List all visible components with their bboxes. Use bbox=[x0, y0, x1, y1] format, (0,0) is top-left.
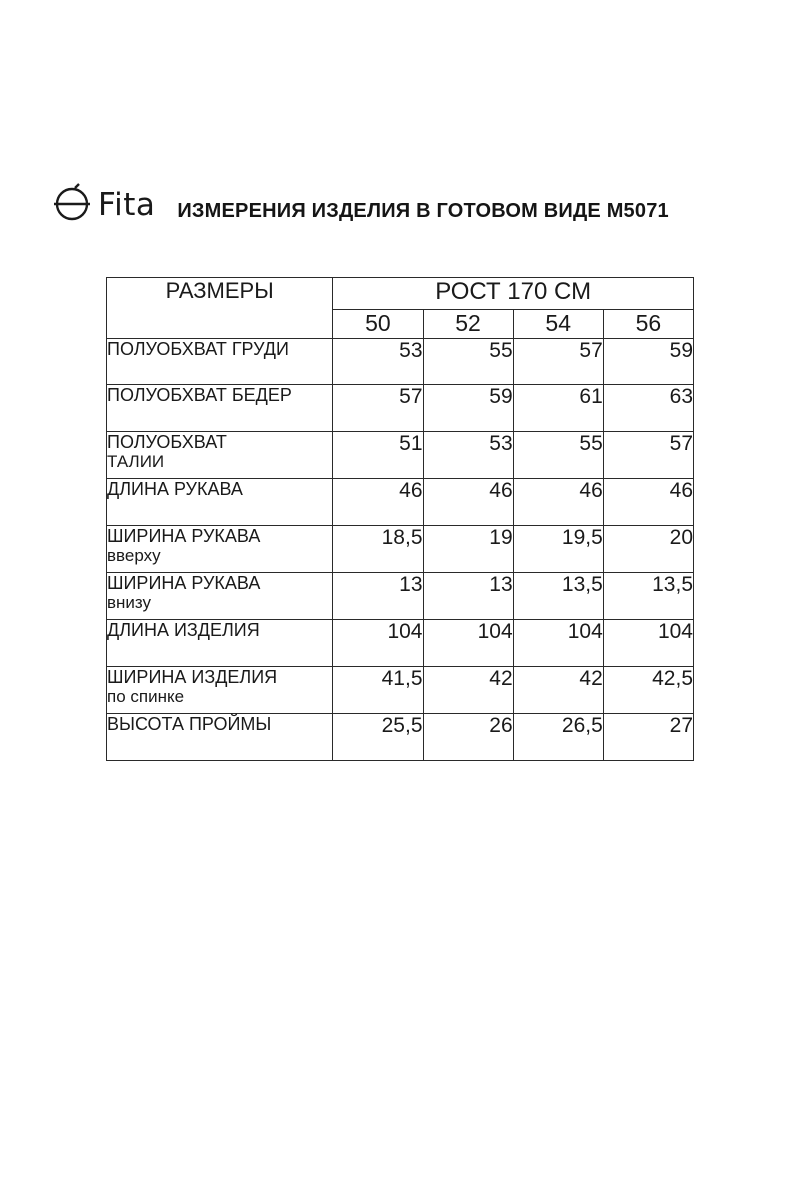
page-title: ИЗМЕРЕНИЯ ИЗДЕЛИЯ В ГОТОВОМ ВИДЕ М5071 bbox=[177, 199, 669, 222]
measurement-value: 104 bbox=[423, 620, 513, 667]
measurement-value: 41,5 bbox=[333, 667, 423, 714]
measurement-value: 13 bbox=[423, 573, 513, 620]
measurement-value: 13,5 bbox=[603, 573, 693, 620]
measurement-value: 19,5 bbox=[513, 526, 603, 573]
measurement-name: ШИРИНА РУКАВА bbox=[107, 526, 261, 546]
measurement-value: 18,5 bbox=[333, 526, 423, 573]
measurement-value: 46 bbox=[513, 479, 603, 526]
measurement-label bbox=[107, 667, 333, 714]
measurement-value: 13 bbox=[333, 573, 423, 620]
measurement-sublabel: вверху bbox=[107, 546, 161, 565]
theta-circle-logo-icon bbox=[52, 182, 92, 229]
measurement-value: 63 bbox=[603, 385, 693, 432]
measurement-value: 104 bbox=[513, 620, 603, 667]
measurement-label bbox=[107, 432, 333, 479]
table-row bbox=[107, 620, 694, 667]
size-header-0: 50 bbox=[333, 309, 423, 338]
measurement-value: 51 bbox=[333, 432, 423, 479]
measurement-value: 104 bbox=[333, 620, 423, 667]
measurement-name: ШИРИНА РУКАВА bbox=[107, 573, 261, 593]
brand-logo bbox=[52, 182, 155, 229]
measurement-value: 42 bbox=[513, 667, 603, 714]
measurement-value: 55 bbox=[513, 432, 603, 479]
table-header-row bbox=[107, 278, 694, 310]
brand-name: Fita bbox=[98, 187, 156, 223]
measurement-value: 57 bbox=[513, 339, 603, 385]
measurement-value: 59 bbox=[603, 339, 693, 385]
measurement-label bbox=[107, 385, 333, 432]
measurement-value: 20 bbox=[603, 526, 693, 573]
measurement-value: 46 bbox=[423, 479, 513, 526]
measurement-value: 53 bbox=[333, 339, 423, 385]
table-row bbox=[107, 385, 694, 432]
header bbox=[52, 180, 669, 230]
measurement-name: ДЛИНА ИЗДЕЛИЯ bbox=[107, 620, 260, 640]
size-header-3: 56 bbox=[603, 309, 693, 338]
measurement-value: 46 bbox=[603, 479, 693, 526]
measurement-value: 42,5 bbox=[603, 667, 693, 714]
measurement-value: 57 bbox=[333, 385, 423, 432]
measurement-label bbox=[107, 573, 333, 620]
table-row bbox=[107, 667, 694, 714]
table-row bbox=[107, 714, 694, 761]
table-row bbox=[107, 526, 694, 573]
measurement-value: 27 bbox=[603, 714, 693, 761]
measurement-value: 55 bbox=[423, 339, 513, 385]
table-row bbox=[107, 479, 694, 526]
measurement-name: ДЛИНА РУКАВА bbox=[107, 479, 243, 499]
measurement-name: ВЫСОТА ПРОЙМЫ bbox=[107, 714, 272, 734]
measurement-value: 53 bbox=[423, 432, 513, 479]
measurement-value: 25,5 bbox=[333, 714, 423, 761]
height-header: РОСТ 170 СМ bbox=[333, 278, 694, 310]
size-table bbox=[106, 277, 694, 761]
measurement-value: 104 bbox=[603, 620, 693, 667]
measurement-name: ПОЛУОБХВАТ БЕДЕР bbox=[107, 385, 292, 405]
size-header-1: 52 bbox=[423, 309, 513, 338]
measurement-value: 61 bbox=[513, 385, 603, 432]
sizes-header: РАЗМЕРЫ bbox=[107, 278, 333, 339]
measurement-label bbox=[107, 339, 333, 385]
measurement-label bbox=[107, 479, 333, 526]
measurement-name: ПОЛУОБХВАТ ГРУДИ bbox=[107, 339, 289, 359]
table-row bbox=[107, 432, 694, 479]
measurement-value: 26 bbox=[423, 714, 513, 761]
size-header-2: 54 bbox=[513, 309, 603, 338]
table-row bbox=[107, 573, 694, 620]
measurement-value: 42 bbox=[423, 667, 513, 714]
measurement-sublabel: ТАЛИИ bbox=[107, 452, 165, 471]
measurement-name: ШИРИНА ИЗДЕЛИЯ bbox=[107, 667, 278, 687]
measurement-label bbox=[107, 714, 333, 761]
table-row bbox=[107, 339, 694, 385]
measurement-sublabel: по спинке bbox=[107, 687, 185, 706]
measurement-sublabel: внизу bbox=[107, 593, 152, 612]
measurement-value: 13,5 bbox=[513, 573, 603, 620]
measurement-value: 59 bbox=[423, 385, 513, 432]
measurement-value: 19 bbox=[423, 526, 513, 573]
measurement-value: 26,5 bbox=[513, 714, 603, 761]
measurement-value: 46 bbox=[333, 479, 423, 526]
measurement-label bbox=[107, 526, 333, 573]
measurement-name: ПОЛУОБХВАТ bbox=[107, 432, 227, 452]
measurement-label bbox=[107, 620, 333, 667]
measurement-value: 57 bbox=[603, 432, 693, 479]
